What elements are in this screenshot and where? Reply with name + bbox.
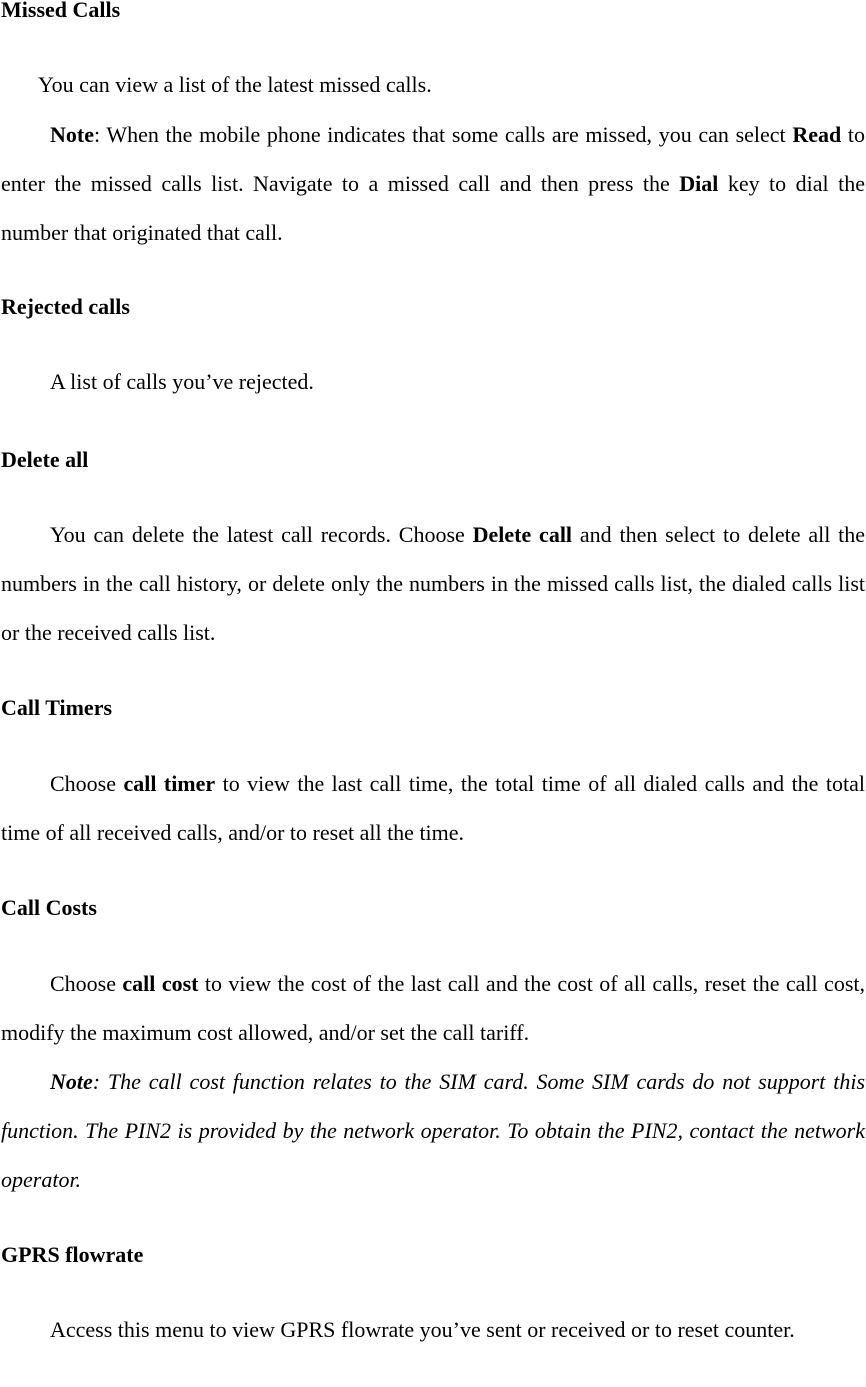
rejected-calls-body: A list of calls you’ve rejected.: [50, 369, 314, 394]
note-text: to enter the missed calls list. Navigate to a missed call and then press the: [1, 122, 865, 196]
note-text: key to dial the number that originated that call.: [1, 171, 865, 245]
delete-call-label: Delete call: [472, 522, 573, 547]
call-costs-note: [1, 1057, 865, 1204]
body-text: to view the last call time, the total time of all dialed calls and the total time of all received calls, and/or to reset all the time.: [1, 771, 865, 845]
call-cost-label: call cost: [122, 971, 199, 996]
note-italic: [1, 1069, 865, 1192]
missed-calls-intro: You can view a list of the latest missed calls.: [38, 72, 432, 97]
missed-calls-note: [1, 110, 865, 257]
body-text: Choose: [50, 971, 123, 996]
gprs-flowrate-body: Access this menu to view GPRS flowrate you’ve sent or received or to reset counter.: [50, 1317, 795, 1342]
heading-call-timers: Call Timers: [1, 695, 113, 720]
body-text: You can delete the latest call records. Choose: [50, 522, 473, 547]
heading-delete-all: Delete all: [1, 447, 89, 472]
delete-all-body: [1, 510, 865, 657]
call-timers-body: [1, 759, 865, 857]
note-text: : The call cost function relates to the SIM card. Some SIM cards do not support this function. The PIN2 is provided by the network operator. To obtain the PIN2, contact the network operator.: [1, 1069, 865, 1192]
dial-key-label: Dial: [679, 171, 719, 196]
call-timer-label: call timer: [123, 771, 216, 796]
body-text: to view the cost of the last call and the cost of all calls, reset the call cost, modify the maximum cost allowed, and/or set the call tariff.: [1, 971, 865, 1045]
heading-rejected-calls: Rejected calls: [1, 294, 130, 319]
heading-gprs-flowrate: GPRS flowrate: [1, 1242, 144, 1267]
note-label: Note: [50, 122, 94, 147]
body-text: Choose: [50, 771, 124, 796]
call-costs-body: [1, 959, 865, 1057]
heading-missed-calls: Missed Calls: [1, 0, 121, 22]
note-text: : When the mobile phone indicates that some calls are missed, you can select: [93, 122, 793, 147]
heading-call-costs: Call Costs: [1, 895, 97, 920]
note-label: Note: [50, 1069, 93, 1094]
body-text: and then select to delete all the numbers in the call history, or delete only the numbers in the missed calls list, the dialed calls list or the received calls list.: [1, 522, 866, 645]
read-key-label: Read: [792, 122, 842, 147]
